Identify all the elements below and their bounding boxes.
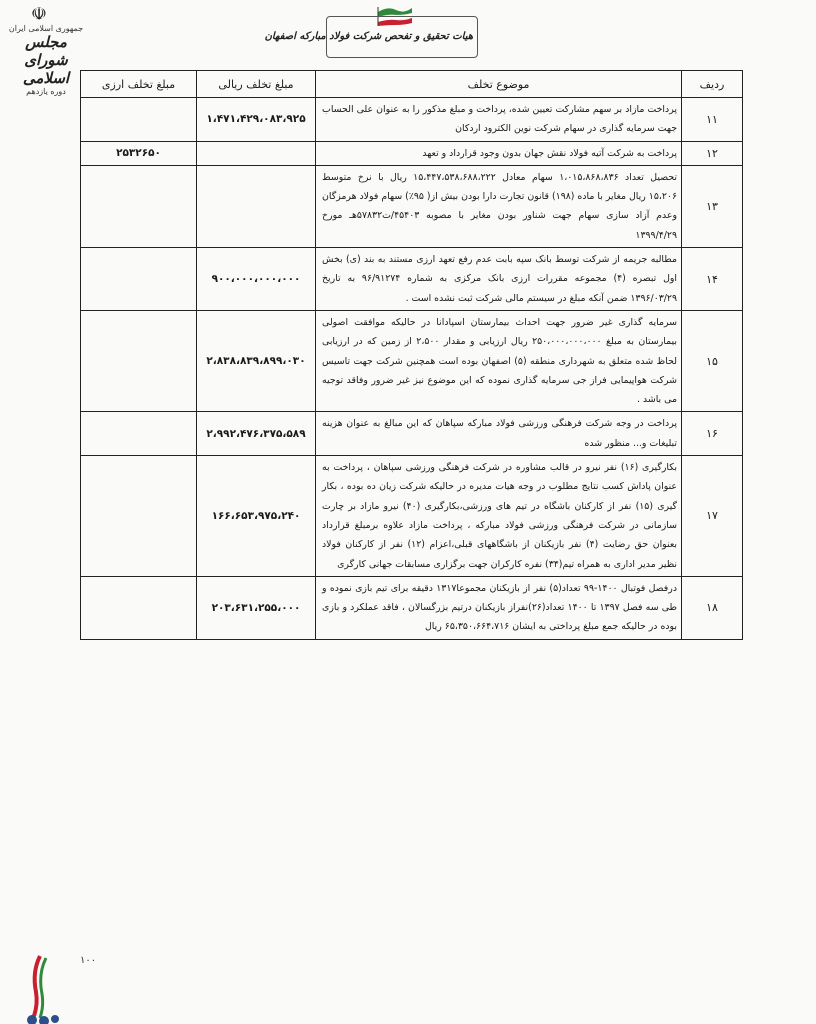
row-no: ۱۷ [682,456,743,577]
header-fx-amount: مبلغ تخلف ارزی [81,71,197,98]
parliament-line-1: جمهوری اسلامی ایران [8,24,84,33]
committee-title: هیات تحقیق و تفحص شرکت فولاد مبارکه اصفهان [264,31,473,42]
row-topic: تحصیل تعداد ۱،۰۱۵،۸۶۸،۸۳۶ سهام معادل ۱۵،۴۴۷،۵۳۸،۶۸۸،۲۲۲ ریال با نرخ متوسط ۱۵،۲۰۶ ریال مغایر با ماده (۱۹۸) قانون تجارت دارا بودن بیش از( ۹۵٪) سهام فولاد هرمزگان وعدم آزاد سازی سهام جهت شناور بودن مغایر با مصوبه ۴۵۴۰۳/ت۵۷۸۳۲هـ مورخ ۱۳۹۹/۴/۲۹ [316,165,682,247]
row-no: ۱۱ [682,98,743,142]
row-rial-amount: ۱،۴۷۱،۴۲۹،۰۸۳،۹۲۵ [197,98,316,142]
table-row [81,310,743,411]
row-topic: مطالبه جریمه از شرکت توسط بانک سپه بابت عدم رفع تعهد ارزی مستند به بند (ی) بخش اول تبصره (۴) مجموعه مقررات ارزی بانک مرکزی به شماره ۹۶/۹۱۲۷۴ به تاریخ ۱۳۹۶/۰۳/۲۹ ضمن آنکه مبلغ در سیستم مالی شرکت ثبت نشده است . [316,248,682,311]
row-fx-amount [81,576,197,639]
table-row [81,412,743,456]
row-topic: سرمایه گذاری غیر ضرور جهت احداث بیمارستان اسپادانا در حالیکه موافقت اصولی بیمارستان به مبلغ ۲۵۰،۰۰۰،۰۰۰،۰۰۰ ریال ارزیابی و مقدار ۲،۵۰۰ از زمین که در ارزیابی لحاظ شده متعلق به شهرداری منطقه (۵) اصفهان بوده است همچنین شرکت جهت تاسیس شرکت هواپیمایی فراز جی سرمایه گذاری نموده که این موضوع نیز غیر ضرور وفاقد توجیه می باشد . [316,310,682,411]
row-topic: درفصل فوتبال ۱۴۰۰-۹۹ تعداد(۵) نفر از بازیکنان مجموعا۱۳۱۷ دقیقه برای تیم بازی نموده و طی سه فصل ۱۳۹۷ تا ۱۴۰۰ تعداد(۲۶)نفراز بازیکنان درتیم بزرگسالان ، فاقد عملکرد و بازی بوده در حالیکه جمع مبلغ پرداختی به ایشان ۶۵،۳۵۰،۶۶۴،۷۱۶ ریال [316,576,682,639]
row-topic: پرداخت مازاد بر سهم مشارکت تعیین شده، پرداخت و مبلغ مذکور را به عنوان علی الحساب جهت سرمایه گذاری در سهام شرکت نوین الکترود اردکان [316,98,682,142]
row-rial-amount: ۹۰۰،۰۰۰،۰۰۰،۰۰۰ [197,248,316,311]
table-row [81,248,743,311]
row-fx-amount [81,165,197,247]
row-fx-amount [81,412,197,456]
row-no: ۱۲ [682,141,743,165]
table-row [81,98,743,142]
row-fx-amount [81,98,197,142]
row-rial-amount: ۲،۹۹۲،۴۷۶،۳۷۵،۵۸۹ [197,412,316,456]
parliament-line-3: دوره یازدهم [26,87,66,96]
table-row [81,165,743,247]
row-rial-amount [197,165,316,247]
header-topic: موضوع تخلف [316,71,682,98]
row-topic: پرداخت به شرکت آتیه فولاد نقش جهان بدون وجود قرارداد و تعهد [316,141,682,165]
row-no: ۱۶ [682,412,743,456]
row-no: ۱۸ [682,576,743,639]
header-rial-amount: مبلغ تخلف ریالی [197,71,316,98]
row-rial-amount: ۱۶۶،۶۵۳،۹۷۵،۲۴۰ [197,456,316,577]
row-fx-amount: ۲۵۳۲۶۵۰ [81,141,197,165]
row-no: ۱۵ [682,310,743,411]
row-fx-amount [81,456,197,577]
table-row [81,576,743,639]
row-rial-amount [197,141,316,165]
page-number: ۱۰۰ [80,955,97,966]
steel-logo-icon [22,952,62,1024]
violations-table [80,70,743,640]
row-fx-amount [81,248,197,311]
row-fx-amount [81,310,197,411]
iran-emblem-icon: ☫ [30,4,48,25]
table-row [81,141,743,165]
row-topic: پرداخت در وجه شرکت فرهنگی ورزشی فولاد مبارکه سپاهان که این مبالغ به عنوان هزینه تبلیغات و... منظور شده [316,412,682,456]
committee-logo [264,16,478,58]
parliament-line-2: مجلس شورای اسلامی [22,33,70,87]
header-row-no: ردیف [682,71,743,98]
row-topic: بکارگیری (۱۶) نفر نیرو در قالب مشاوره در شرکت فرهنگی ورزشی سپاهان ، پرداخت به عنوان پاداش کسب نتایج مطلوب در وجه هیات مدیره در حالیکه شرکت زیان ده بوده ، بکار گیری (۱۵) نفر از کارکنان باشگاه در تیم های ورزشی،بکارگیری (۴۰) نیرو مازاد بر چارت سازمانی در شرکت فرهنگی ورزشی فولاد مبارکه ، پرداخت مازاد علاوه برمبلغ قرارداد بعنوان حق رضایت (۴) نفر بازیکنان از باشگاههای قبلی،اعزام (۱۲) نفر از کارکنان فولاد نظیر مدیر اداری به همراه تیم(۳۴) نفره کارکران جهت برگزاری مسابقات جهانی کارگری [316,456,682,577]
table-row [81,456,743,577]
table-header-row [81,71,743,98]
row-rial-amount: ۲۰۳،۶۳۱،۲۵۵،۰۰۰ [197,576,316,639]
parliament-logo [6,24,86,96]
row-no: ۱۳ [682,165,743,247]
row-rial-amount: ۲،۸۳۸،۸۳۹،۸۹۹،۰۳۰ [197,310,316,411]
row-no: ۱۴ [682,248,743,311]
